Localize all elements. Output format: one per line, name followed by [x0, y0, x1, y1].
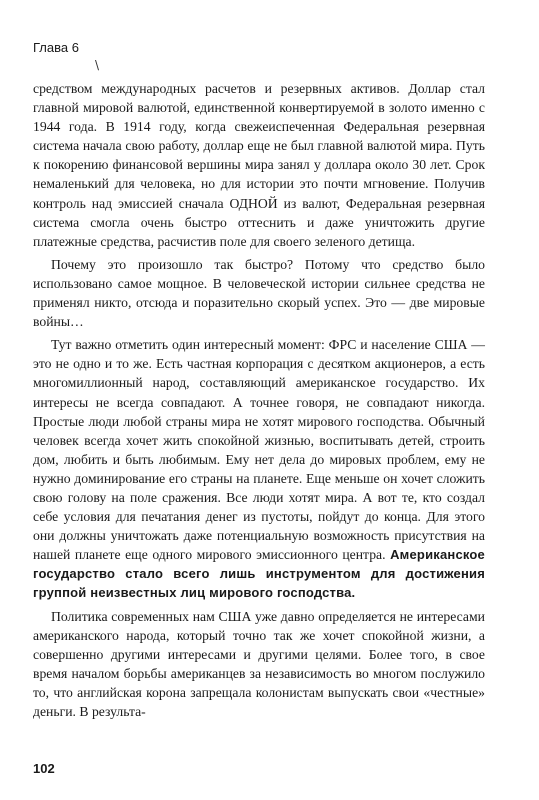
- paragraph-3-emphasis: Американское государство стало всего лишь инструментом для достижения группой неизвестных лиц мирового господства.: [33, 547, 485, 601]
- margin-mark: \: [95, 58, 100, 72]
- paragraph-3-text: Тут важно отметить один интересный момент: ФРС и население США — это не одно и то же. Есть частная корпорация с десятком акционеров, а есть многомиллионный народ, составляющий американское государство. Их интересы не всегда совпадают. А точнее говоря, не совпадают никогда. Простые люди любой страны мира не хотят мирового господства. Обычный человек всегда хочет жить спокойной жизнью, воспитывать детей, строить дом, любить и быть любимым. Ему нет дела до мировых проблем, ему не нужно доминирование его страны на планете. Еще меньше он хочет сложить свою голову на поле сражения. Все люди хотят мира. А вот те, кто создал себе условия для печатания денег из пустоты, пойдут до конца. Для этого они должны уничтожать даже потенциальную возможность присутствия на нашей планете еще одного мирового эмиссионного центра.: [33, 337, 485, 563]
- paragraph-4: Политика современных нам США уже давно определяется не интересами американского народа, который точно так же хочет спокойной жизни, а совершенно другими интересами и другими целями. Более того, в свое время началом борьбы американцев за независимость во многом послужило то, что английская корона запрещала колонистам выпускать свои «честные» деньги. В результа-: [33, 608, 485, 719]
- chapter-header: Глава 6: [33, 40, 79, 55]
- body-text: [33, 79, 485, 725]
- paragraph-1: средством международных расчетов и резервных активов. Доллар стал главной мировой валютой, единственной конвертируемой в золото именно с 1944 года. В 1914 году, когда свежеиспеченная Федеральная резервная система начала свою работу, доллар еще не был главной валютой мира. Путь к покорению финансовой вершины мира занял у доллара около 30 лет. Срок немаленький для человека, но для истории это почти мгновение. Получив контроль над эмиссией сначала ОДНОЙ из валют, Федеральная резервная система смогла очень быстро оттеснить и даже уничтожить другие платежные средства, расчистив поле для своего зеленого детища.: [33, 81, 485, 249]
- page-number: 102: [33, 761, 55, 776]
- paragraph-3: [33, 335, 485, 602]
- paragraph-2: Почему это произошло так быстро? Потому что средство было использовано самое мощное. В человеческой истории сильнее средства не применял никто, отсюда и поразительно скорый успех. Это — две мировые войны…: [33, 256, 485, 330]
